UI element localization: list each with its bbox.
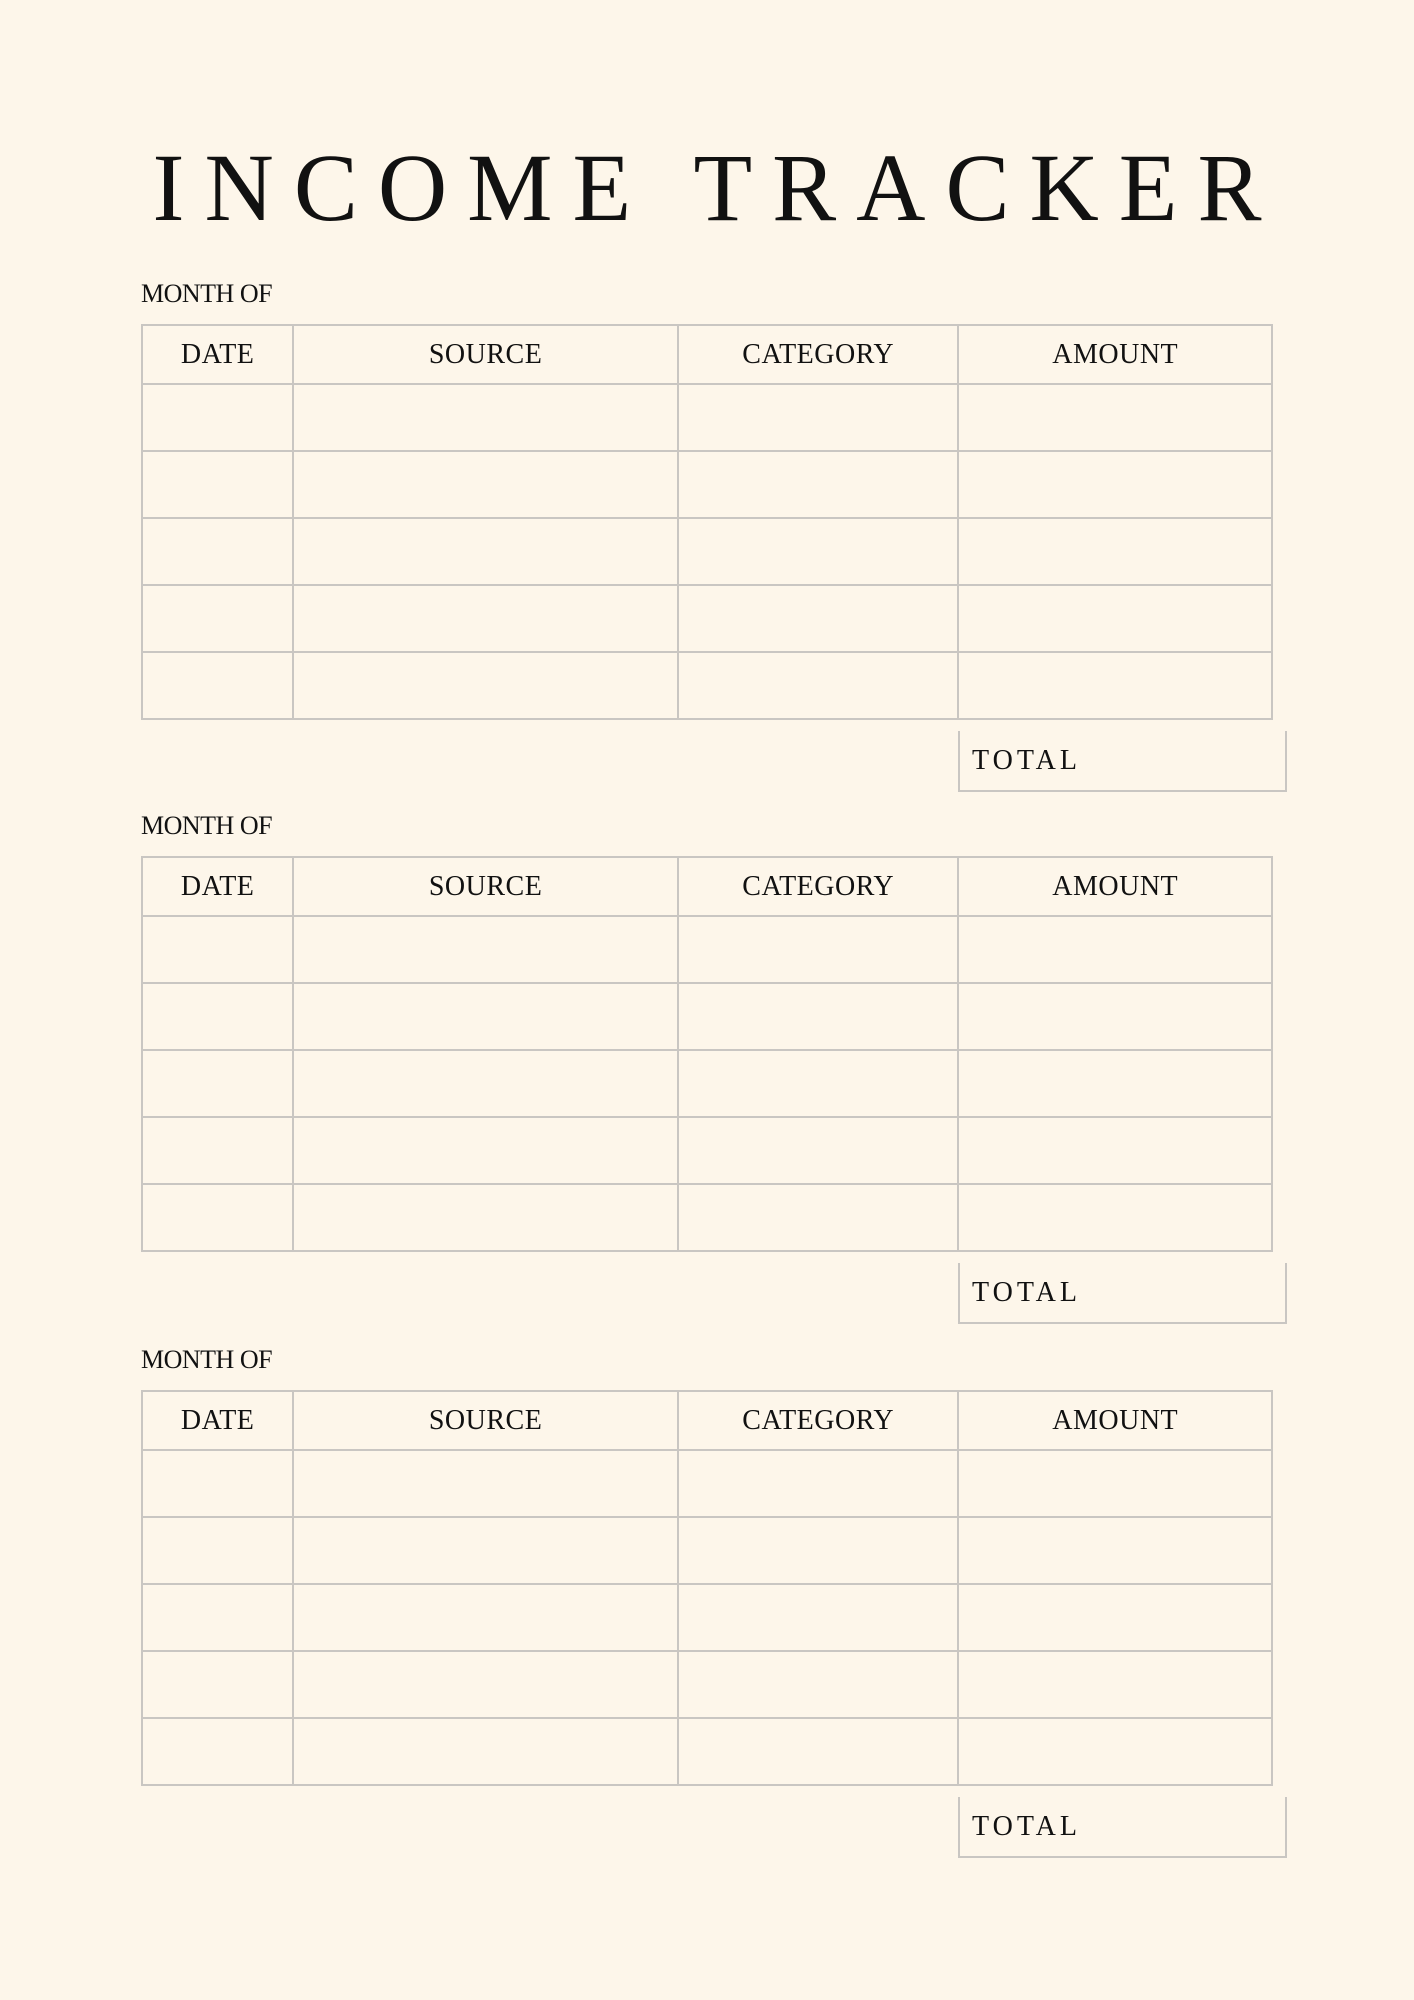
amount-header: AMOUNT	[958, 857, 1272, 916]
category-cell[interactable]	[678, 1718, 958, 1785]
total-box[interactable]	[958, 731, 1287, 792]
income-table	[141, 856, 1273, 1252]
category-cell[interactable]	[678, 1050, 958, 1117]
table-row	[142, 1718, 1272, 1785]
table-row	[142, 585, 1272, 652]
table-row	[142, 1584, 1272, 1651]
date-cell[interactable]	[142, 1718, 293, 1785]
table-row	[142, 1651, 1272, 1718]
total-label: TOTAL	[972, 1810, 1082, 1842]
date-cell[interactable]	[142, 983, 293, 1050]
source-cell[interactable]	[293, 585, 678, 652]
table-row	[142, 1117, 1272, 1184]
total-box[interactable]	[958, 1263, 1287, 1324]
category-cell[interactable]	[678, 983, 958, 1050]
source-cell[interactable]	[293, 1184, 678, 1251]
amount-cell[interactable]	[958, 1184, 1272, 1251]
amount-cell[interactable]	[958, 1584, 1272, 1651]
amount-cell[interactable]	[958, 1718, 1272, 1785]
amount-cell[interactable]	[958, 1651, 1272, 1718]
table-row	[142, 384, 1272, 451]
source-header: SOURCE	[293, 325, 678, 384]
source-cell[interactable]	[293, 451, 678, 518]
source-cell[interactable]	[293, 1584, 678, 1651]
date-cell[interactable]	[142, 1517, 293, 1584]
page-title: INCOME TRACKER	[152, 134, 1282, 241]
category-cell[interactable]	[678, 518, 958, 585]
date-cell[interactable]	[142, 1050, 293, 1117]
amount-cell[interactable]	[958, 1117, 1272, 1184]
category-cell[interactable]	[678, 451, 958, 518]
month-of-label: MONTH OF	[141, 811, 273, 840]
table-header-row	[142, 857, 1272, 916]
source-cell[interactable]	[293, 518, 678, 585]
source-cell[interactable]	[293, 1450, 678, 1517]
source-cell[interactable]	[293, 652, 678, 719]
date-cell[interactable]	[142, 585, 293, 652]
category-cell[interactable]	[678, 1651, 958, 1718]
category-cell[interactable]	[678, 1184, 958, 1251]
amount-cell[interactable]	[958, 1450, 1272, 1517]
source-cell[interactable]	[293, 1050, 678, 1117]
source-cell[interactable]	[293, 1651, 678, 1718]
table-row	[142, 983, 1272, 1050]
amount-cell[interactable]	[958, 1050, 1272, 1117]
source-cell[interactable]	[293, 384, 678, 451]
date-cell[interactable]	[142, 916, 293, 983]
date-header: DATE	[142, 857, 293, 916]
table-row	[142, 1517, 1272, 1584]
table-row	[142, 1184, 1272, 1251]
date-cell[interactable]	[142, 451, 293, 518]
date-header: DATE	[142, 325, 293, 384]
source-cell[interactable]	[293, 1117, 678, 1184]
total-label: TOTAL	[972, 1276, 1082, 1308]
category-cell[interactable]	[678, 384, 958, 451]
category-header: CATEGORY	[678, 857, 958, 916]
amount-header: AMOUNT	[958, 325, 1272, 384]
date-cell[interactable]	[142, 1651, 293, 1718]
table-row	[142, 652, 1272, 719]
date-cell[interactable]	[142, 518, 293, 585]
income-table	[141, 1390, 1273, 1786]
category-header: CATEGORY	[678, 1391, 958, 1450]
date-cell[interactable]	[142, 1450, 293, 1517]
total-box[interactable]	[958, 1797, 1287, 1858]
amount-cell[interactable]	[958, 384, 1272, 451]
source-cell[interactable]	[293, 983, 678, 1050]
table-row	[142, 1050, 1272, 1117]
table-row	[142, 916, 1272, 983]
table-header-row	[142, 1391, 1272, 1450]
month-of-label: MONTH OF	[141, 1345, 273, 1374]
income-table	[141, 324, 1273, 720]
month-of-label: MONTH OF	[141, 279, 273, 308]
table-row	[142, 451, 1272, 518]
date-cell[interactable]	[142, 1584, 293, 1651]
amount-cell[interactable]	[958, 983, 1272, 1050]
amount-cell[interactable]	[958, 451, 1272, 518]
source-header: SOURCE	[293, 857, 678, 916]
date-cell[interactable]	[142, 384, 293, 451]
category-cell[interactable]	[678, 1517, 958, 1584]
amount-cell[interactable]	[958, 518, 1272, 585]
date-cell[interactable]	[142, 1117, 293, 1184]
total-label: TOTAL	[972, 744, 1082, 776]
source-cell[interactable]	[293, 1517, 678, 1584]
table-header-row	[142, 325, 1272, 384]
category-header: CATEGORY	[678, 325, 958, 384]
source-cell[interactable]	[293, 1718, 678, 1785]
amount-cell[interactable]	[958, 585, 1272, 652]
amount-cell[interactable]	[958, 652, 1272, 719]
category-cell[interactable]	[678, 1117, 958, 1184]
category-cell[interactable]	[678, 1450, 958, 1517]
date-cell[interactable]	[142, 1184, 293, 1251]
amount-header: AMOUNT	[958, 1391, 1272, 1450]
table-row	[142, 1450, 1272, 1517]
category-cell[interactable]	[678, 916, 958, 983]
table-row	[142, 518, 1272, 585]
category-cell[interactable]	[678, 585, 958, 652]
source-header: SOURCE	[293, 1391, 678, 1450]
source-cell[interactable]	[293, 916, 678, 983]
date-cell[interactable]	[142, 652, 293, 719]
date-header: DATE	[142, 1391, 293, 1450]
amount-cell[interactable]	[958, 916, 1272, 983]
category-cell[interactable]	[678, 1584, 958, 1651]
amount-cell[interactable]	[958, 1517, 1272, 1584]
category-cell[interactable]	[678, 652, 958, 719]
